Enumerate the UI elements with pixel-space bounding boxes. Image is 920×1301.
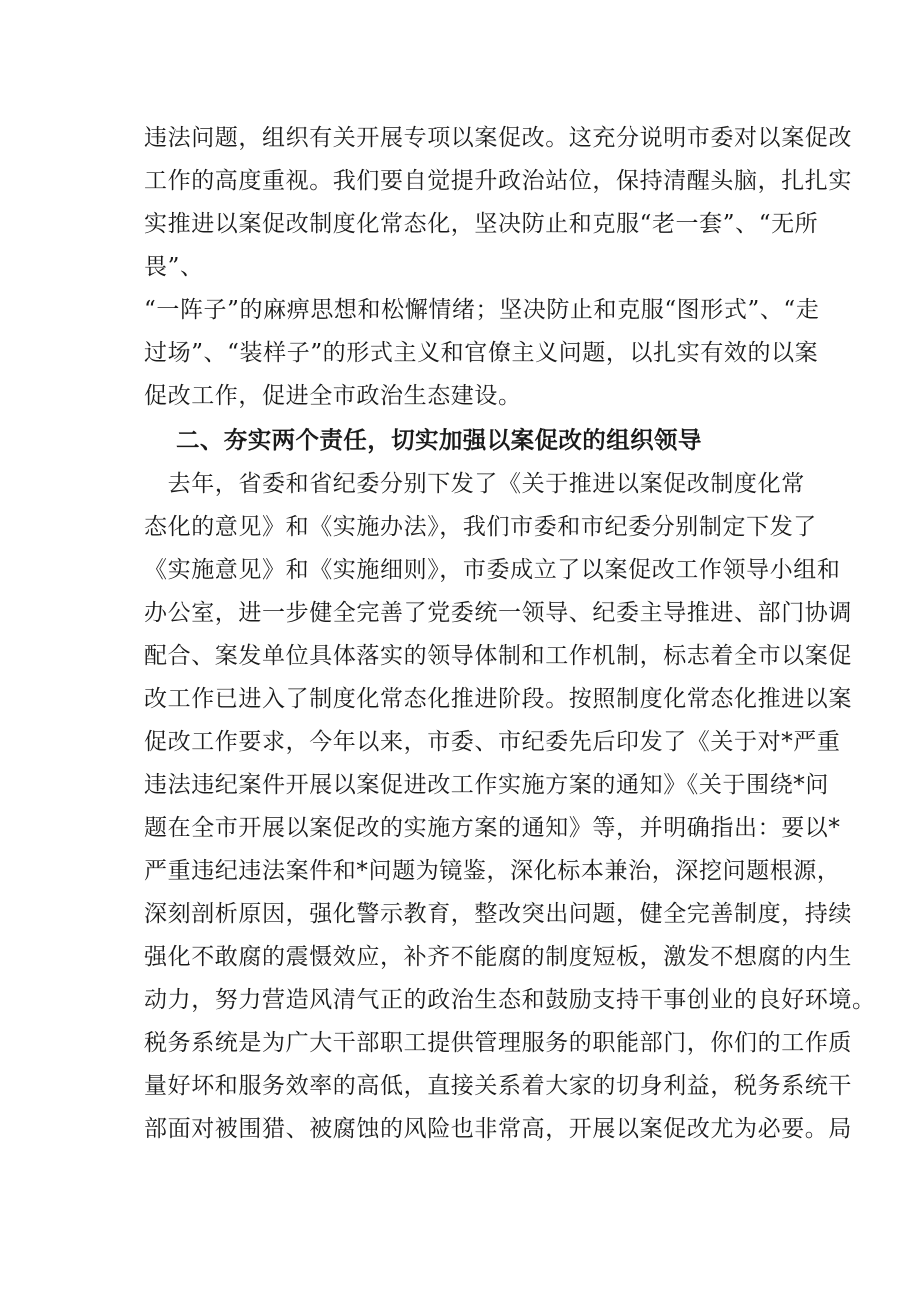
- text-line: 部面对被围猎、被腐蚀的风险也非常高，开展以案促改尤为必要。局: [144, 1116, 852, 1142]
- text-line: 《实施意见》和《实施细则》，市委成立了以案促改工作领导小组和: [144, 557, 841, 583]
- text-line: 促改工作要求，今年以来，市委、市纪委先后印发了《关于对*严重: [144, 729, 841, 755]
- text-line: 深刻剖析原因，强化警示教育，整改突出问题，健全完善制度，持续: [144, 901, 852, 927]
- text-line: 实推进以案促改制度化常态化，坚决防止和克服“老一套”、“无所: [144, 211, 819, 237]
- text-line: 动力，努力营造风清气正的政治生态和鼓励支持干事创业的良好环境。: [144, 987, 876, 1013]
- text-line: 违法违纪案件开展以案促进改工作实施方案的通知》《关于围绕*问: [144, 772, 829, 798]
- text-line: 促改工作，促进全市政治生态建设。: [144, 383, 522, 409]
- text-line: 改工作已进入了制度化常态化推进阶段。按照制度化常态化推进以案: [144, 686, 852, 712]
- text-line: 畏”、: [144, 254, 204, 280]
- text-line: 配合、案发单位具体落实的领导体制和工作机制，标志着全市以案促: [144, 643, 852, 669]
- text-line: 态化的意见》和《实施办法》，我们市委和市纪委分别制定下发了: [144, 514, 817, 540]
- text-line: 量好坏和服务效率的高低，直接关系着大家的切身利益，税务系统干: [144, 1073, 852, 1099]
- text-line: “一阵子”的麻痹思想和松懈情绪；坚决防止和克服“图形式”、“走: [144, 297, 820, 323]
- text-line: 严重违纪违法案件和*问题为镜鉴，深化标本兼治，深挖问题根源，: [144, 858, 841, 884]
- text-line: 强化不敢腐的震慑效应，补齐不能腐的制度短板，激发不想腐的内生: [144, 944, 852, 970]
- text-line: 违法问题，组织有关开展专项以案促改。这充分说明市委对以案促改: [144, 125, 852, 151]
- text-line: 工作的高度重视。我们要自觉提升政治站位，保持清醒头脑，扎扎实: [144, 168, 852, 194]
- text-line: 过场”、“装样子”的形式主义和官僚主义问题，以扎实有效的以案: [144, 340, 819, 366]
- text-line: 办公室，进一步健全完善了党委统一领导、纪委主导推进、部门协调: [144, 600, 852, 626]
- text-line: 题在全市开展以案促改的实施方案的通知》等，并明确指出：要以*: [144, 815, 841, 841]
- text-line: 税务系统是为广大干部职工提供管理服务的职能部门，你们的工作质: [144, 1030, 852, 1056]
- text-line: 去年，省委和省纪委分别下发了《关于推进以案促改制度化常: [144, 471, 805, 497]
- section-heading: 二、夯实两个责任，切实加强以案促改的组织领导: [176, 426, 702, 454]
